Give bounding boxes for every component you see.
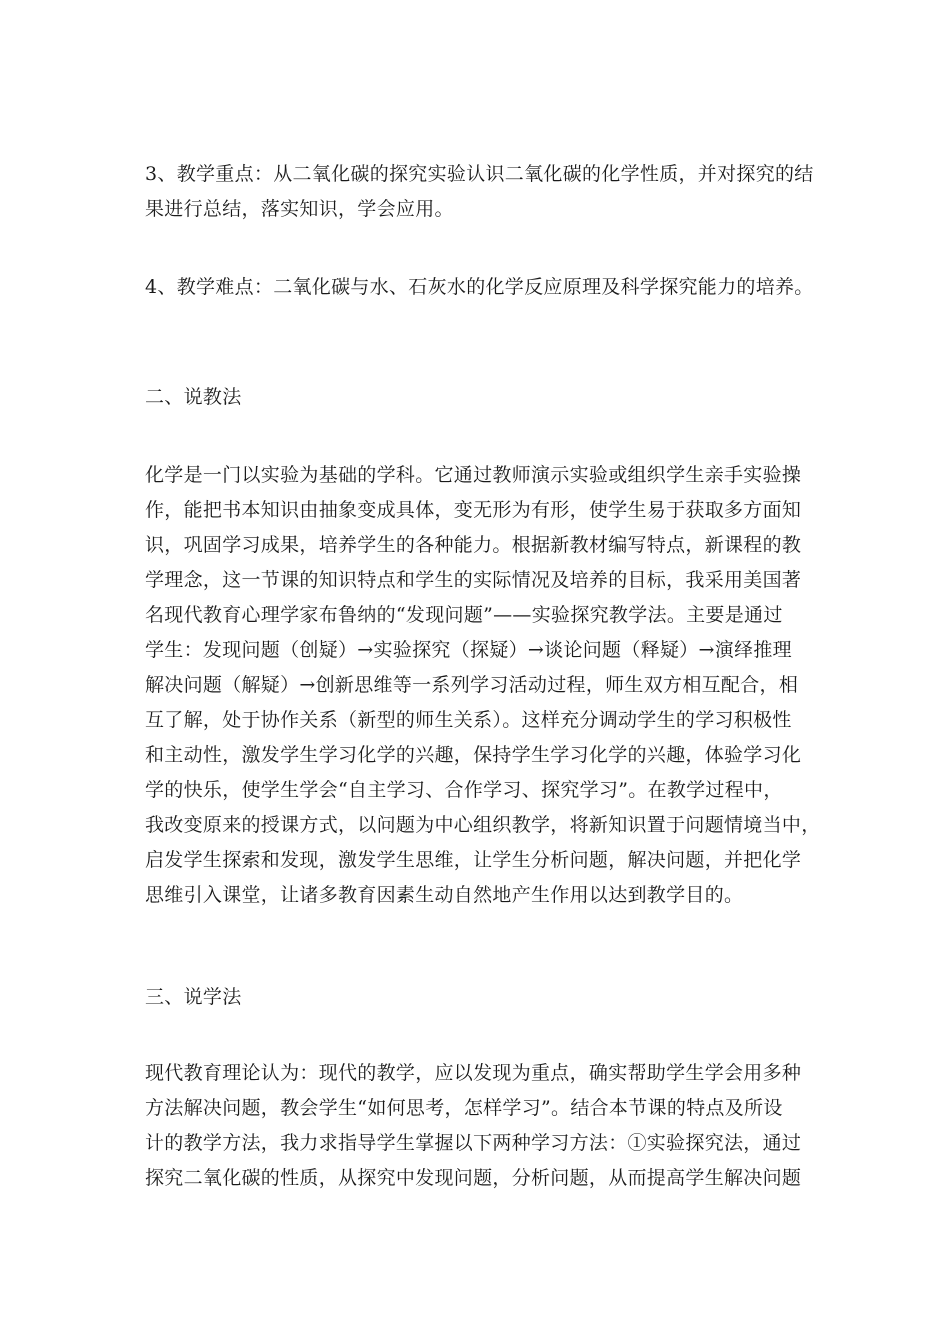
text-line: 我改变原来的授课方式，以问题为中心组织教学，将新知识置于问题情境当中， bbox=[145, 814, 821, 836]
learning-method-paragraph bbox=[145, 1056, 810, 1196]
text-line: 名现代教育心理学家布鲁纳的“发现问题”——实验探究教学法。主要是通过 bbox=[145, 604, 783, 626]
text-line: 识，巩固学习成果，培养学生的各种能力。根据新教材编写特点，新课程的教 bbox=[145, 534, 802, 556]
section-heading-teaching-method bbox=[145, 380, 810, 415]
text-line: 学的快乐，使学生学会“自主学习、合作学习、探究学习”。在教学过程中， bbox=[145, 779, 783, 801]
section-heading-learning-method bbox=[145, 980, 810, 1015]
text-line: 果进行总结，落实知识，学会应用。 bbox=[145, 198, 454, 220]
section-heading: 三、说学法 bbox=[145, 986, 242, 1008]
text-line: 启发学生探索和发现，激发学生思维，让学生分析问题，解决问题，并把化学 bbox=[145, 849, 802, 871]
teaching-method-paragraph bbox=[145, 458, 821, 913]
text-line: 互了解，处于协作关系（新型的师生关系）。这样充分调动学生的学习积极性 bbox=[145, 709, 792, 731]
text-line: 思维引入课堂，让诸多教育因素生动自然地产生作用以达到教学目的。 bbox=[145, 884, 744, 906]
text-line: 方法解决问题，教会学生“如何思考，怎样学习”。结合本节课的特点及所设 bbox=[145, 1097, 783, 1119]
text-line: 学生：发现问题（创疑）→实验探究（探疑）→谈论问题（释疑）→演绎推理 bbox=[145, 639, 792, 661]
text-line: 现代教育理论认为：现代的教学，应以发现为重点，确实帮助学生学会用多种 bbox=[145, 1062, 802, 1084]
text-line: 化学是一门以实验为基础的学科。它通过教师演示实验或组织学生亲手实验操 bbox=[145, 464, 802, 486]
text-line: 学理念，这一节课的知识特点和学生的实际情况及培养的目标，我采用美国著 bbox=[145, 569, 802, 591]
section-heading: 二、说教法 bbox=[145, 386, 242, 408]
text-line: 作，能把书本知识由抽象变成具体，变无形为有形，使学生易于获取多方面知 bbox=[145, 499, 802, 521]
text-line: 和主动性，激发学生学习化学的兴趣，保持学生学习化学的兴趣，体验学习化 bbox=[145, 744, 802, 766]
text-line: 3、教学重点：从二氧化碳的探究实验认识二氧化碳的化学性质，并对探究的结 bbox=[145, 163, 814, 185]
teaching-difficulty bbox=[145, 270, 814, 305]
text-line: 探究二氧化碳的性质，从探究中发现问题，分析问题，从而提高学生解决问题 bbox=[145, 1167, 802, 1189]
text-line: 4、教学难点：二氧化碳与水、石灰水的化学反应原理及科学探究能力的培养。 bbox=[145, 276, 814, 298]
teaching-key-point bbox=[145, 157, 814, 227]
text-line: 计的教学方法，我力求指导学生掌握以下两种学习方法：①实验探究法，通过 bbox=[145, 1132, 802, 1154]
text-line: 解决问题（解疑）→创新思维等一系列学习活动过程，师生双方相互配合，相 bbox=[145, 674, 799, 696]
